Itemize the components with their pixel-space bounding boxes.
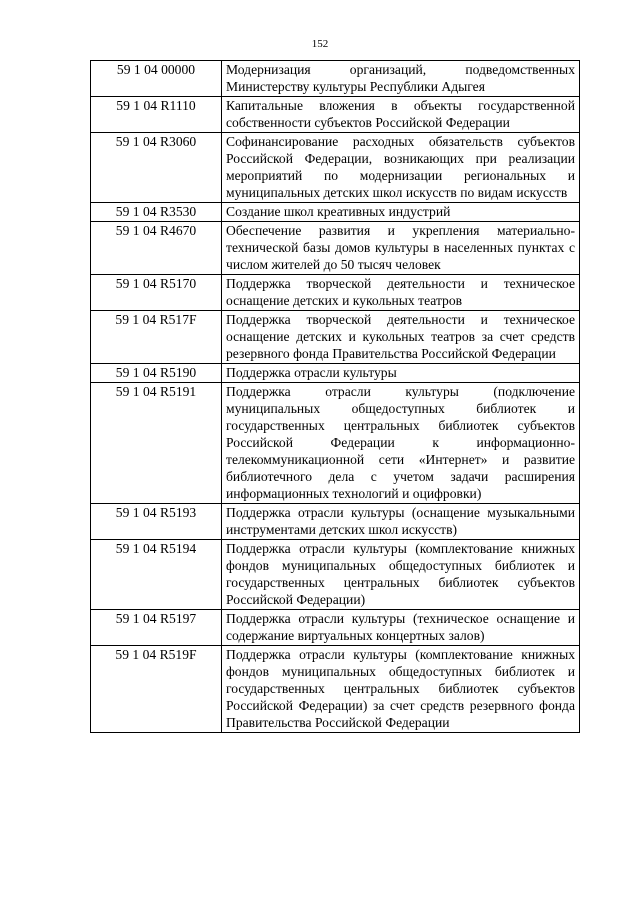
description-cell: Поддержка отрасли культуры xyxy=(222,364,580,383)
description-cell: Модернизация организаций, подведомственных Министерству культуры Республики Адыгея xyxy=(222,61,580,97)
table-row xyxy=(91,364,580,383)
table-row xyxy=(91,646,580,733)
table-row xyxy=(91,504,580,540)
description-cell: Поддержка творческой деятельности и техническое оснащение детских и кукольных театров за счет средств резервного фонда Правительства Российской Федерации xyxy=(222,311,580,364)
table-row xyxy=(91,203,580,222)
page-number: 152 xyxy=(311,38,329,50)
table-row xyxy=(91,97,580,133)
code-cell: 59 1 04 R5193 xyxy=(91,504,222,540)
code-cell: 59 1 04 R4670 xyxy=(91,222,222,275)
table-row xyxy=(91,133,580,203)
table-row xyxy=(91,540,580,610)
table-row xyxy=(91,222,580,275)
description-cell: Софинансирование расходных обязательств субъектов Российской Федерации, возникающих при реализации мероприятий по модернизации региональных и муниципальных детских школ искусств по видам искусств xyxy=(222,133,580,203)
code-cell: 59 1 04 R519F xyxy=(91,646,222,733)
description-cell: Поддержка отрасли культуры (оснащение музыкальными инструментами детских школ искусств) xyxy=(222,504,580,540)
description-cell: Капитальные вложения в объекты государственной собственности субъектов Российской Федерации xyxy=(222,97,580,133)
table-row xyxy=(91,311,580,364)
description-cell: Поддержка отрасли культуры (комплектование книжных фондов муниципальных общедоступных библиотек и государственных центральных библиотек субъектов Российской Федерации) xyxy=(222,540,580,610)
code-cell: 59 1 04 R517F xyxy=(91,311,222,364)
description-cell: Поддержка отрасли культуры (техническое оснащение и содержание виртуальных концертных залов) xyxy=(222,610,580,646)
code-cell: 59 1 04 R3530 xyxy=(91,203,222,222)
code-cell: 59 1 04 R5194 xyxy=(91,540,222,610)
table-row xyxy=(91,275,580,311)
description-cell: Поддержка отрасли культуры (комплектование книжных фондов муниципальных общедоступных библиотек и государственных центральных библиотек субъектов Российской Федерации) за счет средств резервного фонда Правительства Российской Федерации xyxy=(222,646,580,733)
table-row xyxy=(91,610,580,646)
description-cell: Поддержка творческой деятельности и техническое оснащение детских и кукольных театров xyxy=(222,275,580,311)
budget-classification-table xyxy=(90,60,580,733)
code-cell: 59 1 04 R5191 xyxy=(91,383,222,504)
code-cell: 59 1 04 R1110 xyxy=(91,97,222,133)
description-cell: Создание школ креативных индустрий xyxy=(222,203,580,222)
code-cell: 59 1 04 R5197 xyxy=(91,610,222,646)
description-cell: Обеспечение развития и укрепления материально-технической базы домов культуры в населенных пунктах с числом жителей до 50 тысяч человек xyxy=(222,222,580,275)
code-cell: 59 1 04 R5170 xyxy=(91,275,222,311)
code-cell: 59 1 04 R5190 xyxy=(91,364,222,383)
table-row xyxy=(91,61,580,97)
code-cell: 59 1 04 00000 xyxy=(91,61,222,97)
code-cell: 59 1 04 R3060 xyxy=(91,133,222,203)
table-row xyxy=(91,383,580,504)
description-cell: Поддержка отрасли культуры (подключение муниципальных общедоступных библиотек и государственных центральных библиотек субъектов Российской Федерации к информационно-телекоммуникационной сети «Интернет» и развитие библиотечного дела с учетом задачи расширения информационных технологий и оцифровки) xyxy=(222,383,580,504)
